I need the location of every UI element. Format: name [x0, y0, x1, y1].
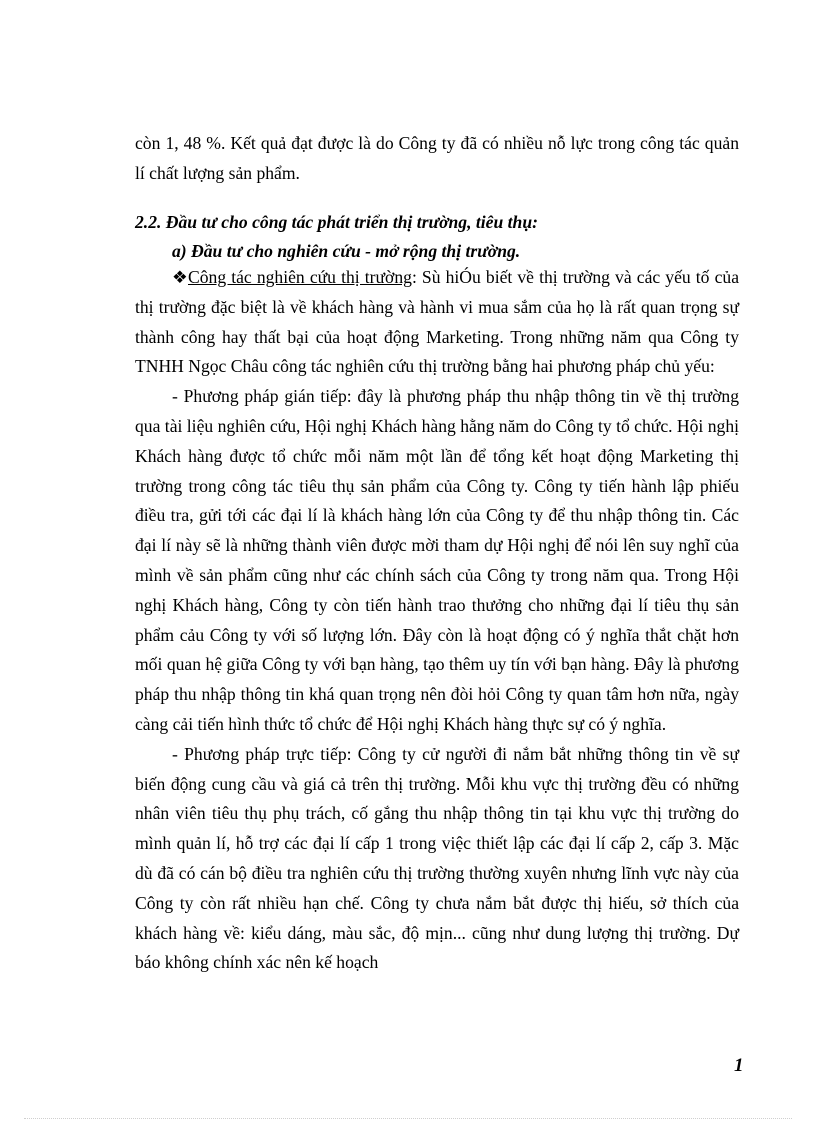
intro-paragraph: còn 1, 48 %. Kết quả đạt được là do Công ty đã có nhiều nỗ lực trong công tác quản lí chất lượng sản phẩm.: [135, 133, 739, 183]
bullet-title: Công tác nghiên cứu thị trường: [188, 267, 412, 287]
diamond-bullet-icon: ❖: [172, 267, 188, 287]
indirect-method-paragraph: - Phương pháp gián tiếp: đây là phương pháp thu nhập thông tin về thị trường qua tài liệu nghiên cứu, Hội nghị Khách hàng hằng năm do Công ty tổ chức. Hội nghị Khách hàng được tổ chức mỗi năm một lần để tổng kết hoạt động Marketing thị trường trong công tác tiêu thụ sản phẩm của Công ty. Công ty tiến hành lập phiếu điều tra, gửi tới các đại lí là khách hàng lớn của Công ty để thu nhập thông tin. Các đại lí này sẽ là những thành viên được mời tham dự Hội nghị để nói lên suy nghĩ của mình về sản phẩm cũng như các chính sách của Công ty trong năm qua. Trong Hội nghị Khách hàng, Công ty còn tiến hành trao thưởng cho những đại lí tiêu thụ sản phẩm cảu Công ty với số lượng lớn. Đây còn là hoạt động có ý nghĩa thắt chặt hơn mối quan hệ giữa Công ty với bạn hàng, tạo thêm uy tín với bạn hàng. Đây là phương pháp thu nhập thông tin khá quan trọng nên đòi hỏi Công ty quan tâm hơn nữa, ngày càng cải tiến hình thức tổ chức để Hội nghị Khách hàng thực sự có ý nghĩa.: [135, 386, 739, 734]
intro-paragraph-block: [135, 129, 739, 189]
section-heading: 2.2. Đầu tư cho công tác phát triển thị trường, tiêu thụ:: [135, 212, 538, 232]
page-number: 1: [734, 1055, 744, 1076]
page-bottom-divider: [24, 1118, 792, 1119]
direct-method-paragraph: - Phương pháp trực tiếp: Công ty cử người đi nắm bắt những thông tin về sự biến động cung cầu và giá cả trên thị trường. Mỗi khu vực thị trường đều có những nhân viên tiêu thụ phụ trách, cố gắng thu nhập thông tin tại khu vực thị trường do mình quản lí, hỗ trợ các đại lí cấp 1 trong việc thiết lập các đại lí cấp 2, cấp 3. Mặc dù đã có cán bộ điều tra nghiên cứu thị trường thường xuyên nhưng lĩnh vực này của Công ty còn rất nhiều hạn chế. Công ty chưa nắm bắt được thị hiếu, sở thích của khách hàng về: kiểu dáng, màu sắc, độ mịn... cũng như dung lượng thị trường. Dự báo không chính xác nên kế hoạch: [135, 743, 739, 973]
body-text-block: [135, 263, 739, 978]
subsection-heading: a) Đầu tư cho nghiên cứu - mở rộng thị trường.: [172, 241, 521, 261]
bullet-text: : Sù hiÓu biết về thị trường và các yếu tố của thị trường đặc biệt là về khách hàng và hành vi mua sắm của họ là rất quan trọng sự thành công hay thất bại của hoạt động Marketing. Trong những năm qua Công ty TNHH Ngọc Châu công tác nghiên cứu thị trường bằng hai phương pháp chủ yếu:: [135, 267, 739, 377]
bullet-paragraph: [135, 263, 739, 382]
